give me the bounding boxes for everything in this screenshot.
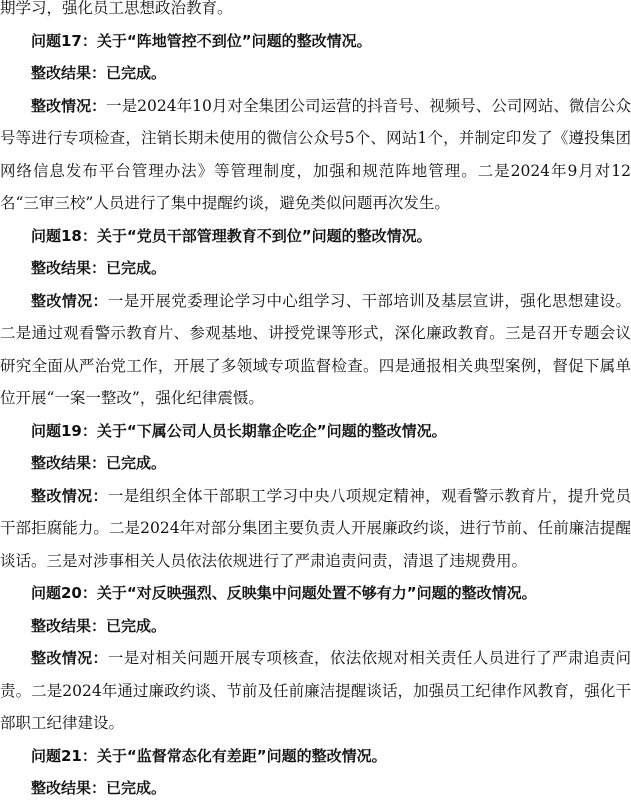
- detail-paragraph-18: [0, 285, 631, 415]
- detail-label: 整改情况：: [31, 96, 107, 115]
- result-value: 已完成。: [106, 779, 167, 797]
- result-line-18: [0, 252, 631, 285]
- detail-text: 一是组织全体干部职工学习中央八项规定精神，观看警示教育片，提升党员干部拒腐能力。二是2024年对部分集团主要负责人开展廉政约谈，进行节前、任前廉洁提醒谈话。三是对涉事相关人员依法依规进行了严肃追责问责，清退了违规费用。: [0, 486, 631, 570]
- result-label: 整改结果：: [31, 454, 107, 472]
- result-value: 已完成。: [106, 454, 167, 472]
- paragraph-continuation: 期学习，强化员工思想政治教育。: [0, 0, 233, 17]
- result-line-21: [0, 772, 631, 805]
- detail-paragraph-20: [0, 642, 631, 740]
- result-line-20: [0, 610, 631, 643]
- section-heading-21: 问题21：关于“监督常态化有差距”问题的整改情况。: [31, 746, 387, 765]
- result-line-17: [0, 57, 631, 90]
- detail-text: 一是对相关问题开展专项核查，依法依规对相关责任人员进行了严肃追责问责。二是2024年通过廉政约谈、节前及任前廉洁提醒谈话，加强员工纪律作风教育，强化干部职工纪律建设。: [0, 649, 631, 732]
- section-heading-19: 问题19：关于“下属公司人员长期靠企吃企”问题的整改情况。: [31, 421, 447, 440]
- section-heading-20: 问题20：关于“对反映强烈、反映集中问题处置不够有力”问题的整改情况。: [31, 584, 537, 602]
- result-label: 整改结果：: [31, 779, 107, 797]
- result-label: 整改结果：: [31, 259, 107, 277]
- detail-text: 一是开展党委理论学习中心组学习、干部培训及基层宣讲，强化思想建设。二是通过观看警示教育片、参观基地、讲授党课等形式，深化廉政教育。三是召开专题会议研究全面从严治党工作，开展了多领域专项监督检查。四是通报相关典型案例，督促下属单位开展“一案一整改”，强化纪律震慑。: [0, 291, 631, 407]
- detail-label: 整改情况：: [31, 486, 108, 505]
- result-label: 整改结果：: [31, 64, 107, 82]
- section-heading-17: 问题17：关于“阵地管控不到位”问题的整改情况。: [31, 31, 372, 50]
- detail-paragraph-17: [0, 90, 631, 220]
- result-value: 已完成。: [106, 259, 167, 277]
- result-value: 已完成。: [106, 616, 167, 635]
- result-label: 整改结果：: [31, 616, 107, 635]
- detail-label: 整改情况：: [31, 291, 108, 310]
- section-heading-18: 问题18：关于“党员干部管理教育不到位”问题的整改情况。: [31, 226, 432, 245]
- result-value: 已完成。: [106, 64, 167, 82]
- detail-label: 整改情况：: [31, 649, 108, 667]
- result-line-19: [0, 447, 631, 480]
- detail-paragraph-19: [0, 480, 631, 578]
- detail-text: 一是2024年10月对全集团公司运营的抖音号、视频号、公司网站、微信公众号等进行专项检查，注销长期未使用的微信公众号5个、网站1个，并制定印发了《遵投集团网络信息发布平台管理办法》等管理制度，加强和规范阵地管理。二是2024年9月对12名“三审三校”人员进行了集中提醒约谈，避免类似问题再次发生。: [0, 96, 631, 212]
